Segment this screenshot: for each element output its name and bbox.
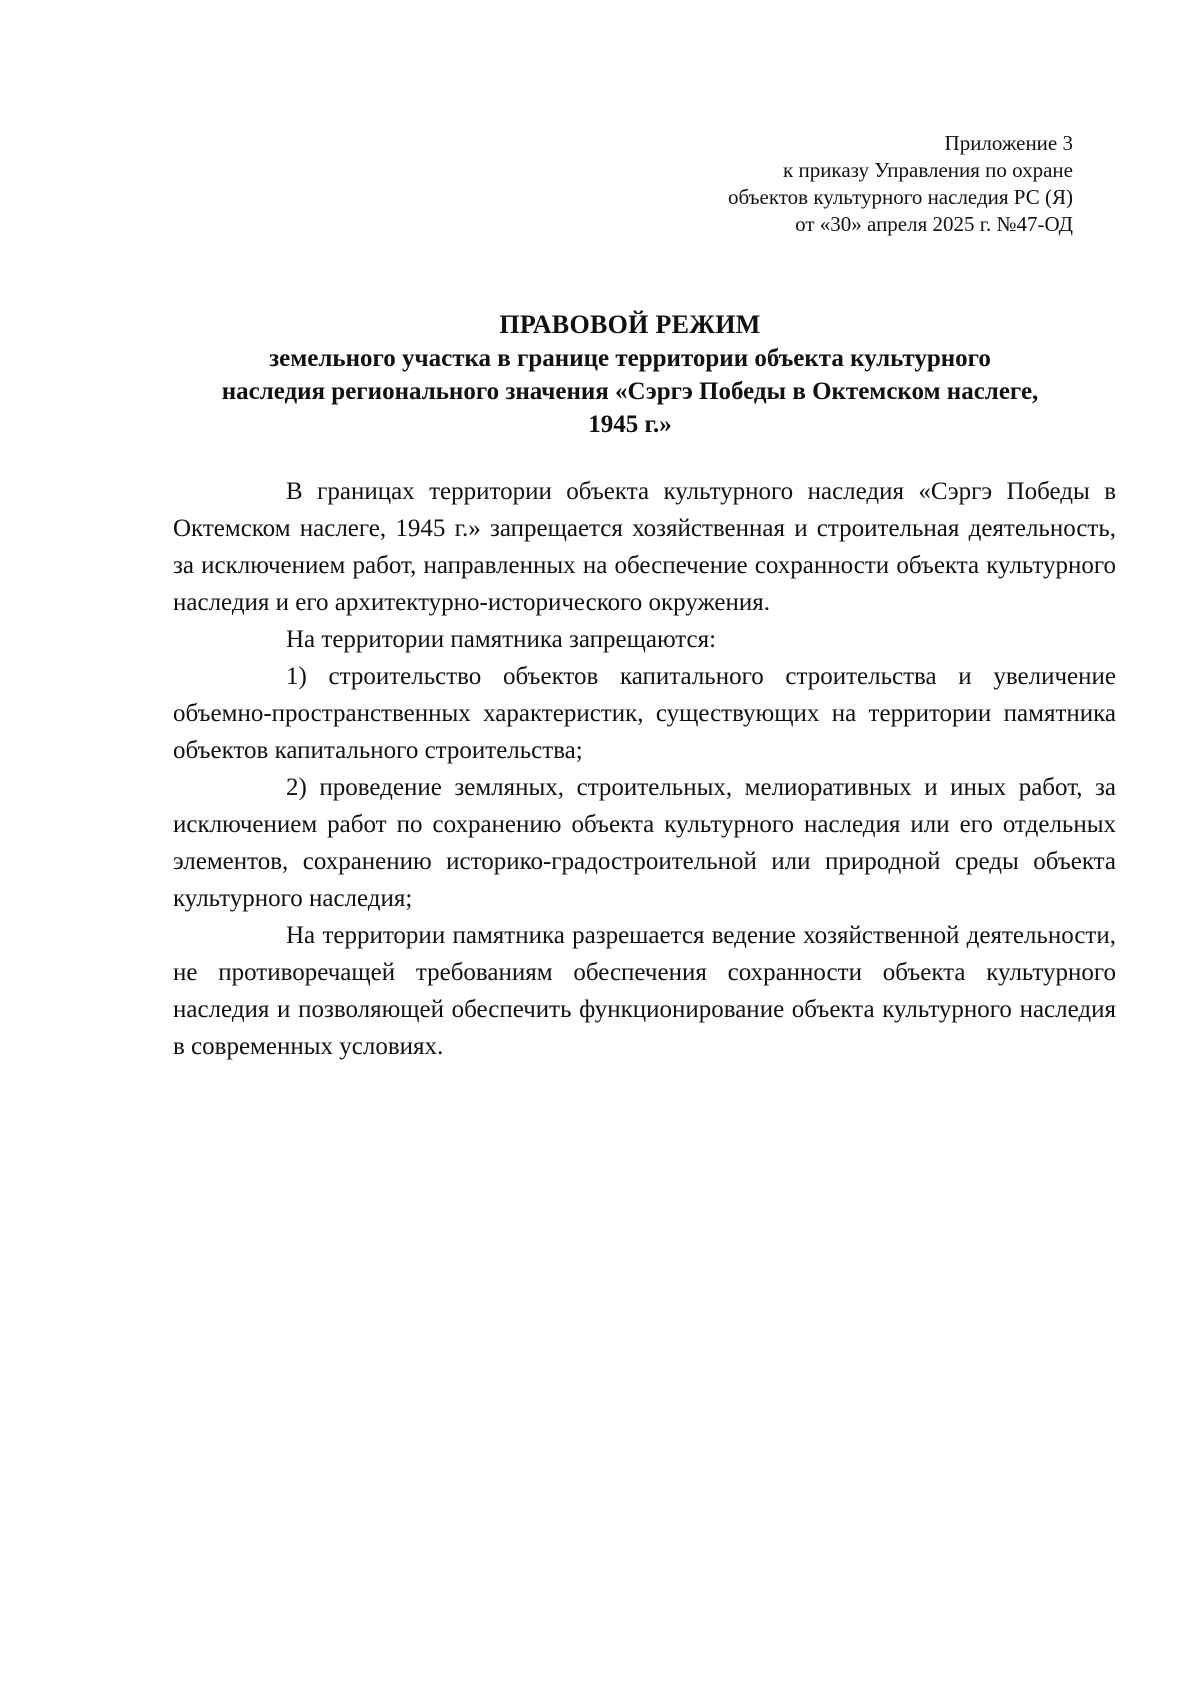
body-list-item: 2) проведение земляных, строительных, мелиоративных и иных работ, за исключением работ по сохранению объекта культурного наследия или его отдельных элементов, сохранению историко-градостроительной или природной среды объекта культурного наследия;: [173, 774, 1116, 912]
title-subline: наследия регионального значения «Сэргэ Победы в Октемском наслеге,: [221, 378, 1039, 405]
body-paragraph: На территории памятника разрешается ведение хозяйственной деятельности, не противоречащей требованиям обеспечения сохранности объекта культурного наследия и позволяющей обеспечить функционирование объекта культурного наследия в современных условиях.: [173, 922, 1116, 1060]
appendix-line: объектов культурного наследия РС (Я): [728, 185, 1073, 209]
body-paragraph: В границах территории объекта культурного наследия «Сэргэ Победы в Октемском наслеге, 1945 г.» запрещается хозяйственная и строительная деятельность, за исключением работ, направленных на обеспечение сохранности объекта культурного наследия и его архитектурно-исторического окружения.: [173, 478, 1116, 616]
title-subline: земельного участка в границе территории объекта культурного: [269, 345, 991, 372]
appendix-line: Приложение 3: [944, 131, 1073, 155]
title-main: ПРАВОВОЙ РЕЖИМ: [499, 310, 761, 339]
document-body: [173, 473, 1116, 1065]
document-title: [150, 308, 1110, 441]
appendix-line: от «30» апреля 2025 г. №47-ОД: [795, 212, 1073, 236]
title-subline: 1945 г.»: [588, 411, 672, 438]
appendix-line: к приказу Управления по охране: [783, 158, 1073, 182]
body-paragraph: На территории памятника запрещаются:: [286, 626, 717, 653]
body-list-item: 1) строительство объектов капитального строительства и увеличение объемно-пространственных характеристик, существующих на территории памятника объектов капитального строительства;: [173, 663, 1116, 764]
appendix-header: [473, 130, 1073, 238]
